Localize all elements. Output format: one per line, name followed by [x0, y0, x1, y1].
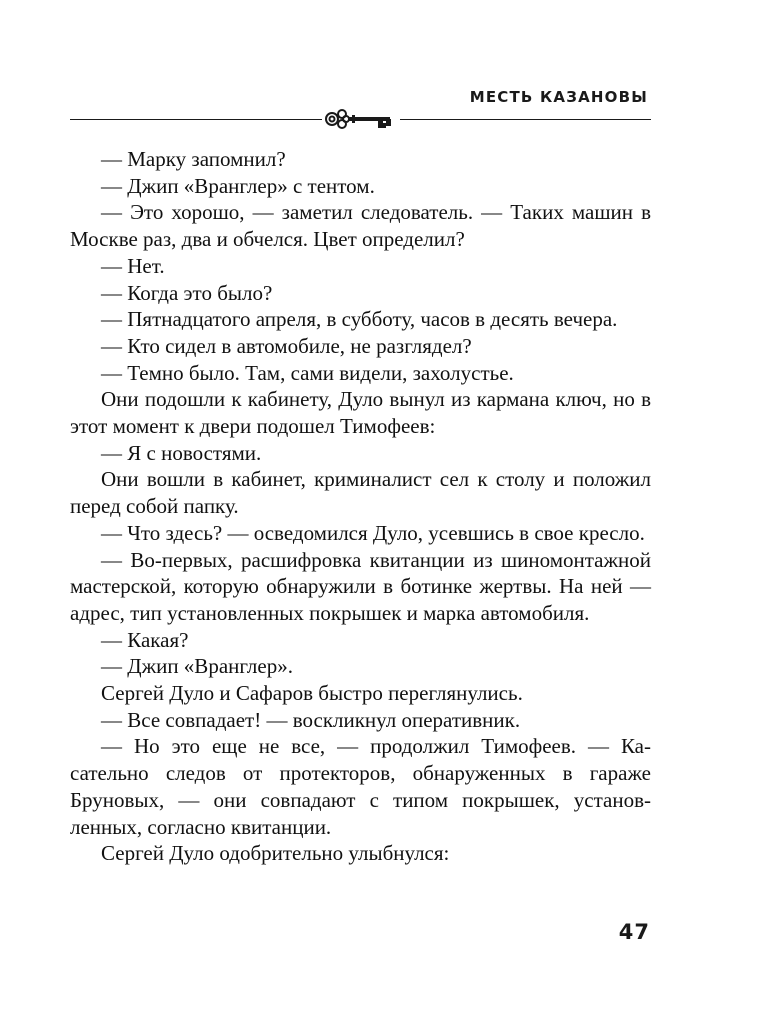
paragraph: — Что здесь? — осведомился Дуло, усевшись в свое кресло. [101, 520, 645, 545]
paragraph: — Джип «Вранглер». [101, 654, 293, 679]
paragraph: Сергей Дуло и Сафаров быстро переглянулись. [101, 681, 523, 706]
paragraph: — Все совпадает! — воскликнул оперативник. [101, 707, 521, 732]
body-text [70, 146, 651, 867]
paragraph: — Марку запомнил? [101, 147, 286, 171]
paragraph: — Нет. [101, 253, 165, 278]
paragraph: — Пятнадцатого апреля, в субботу, часов в десять вечера. [101, 307, 618, 332]
page-number: 47 [618, 920, 650, 944]
key-icon [322, 107, 400, 131]
paragraph: — Какая? [101, 627, 189, 652]
paragraph: — Это хорошо, — заметил следователь. — Таких машин в Москве раз, два и обчелся. Цвет определил? [70, 200, 651, 252]
paragraph: — Кто сидел в автомобиле, не разглядел? [101, 333, 472, 358]
paragraph: — Во-первых, расшифровка квитанции из шиномонтажной мастерской, которую обнаружили в ботинке жертвы. На ней — адрес, тип установленных покрышек и марка автомобиля. [70, 547, 651, 625]
paragraph: Они подошли к кабинету, Дуло вынул из кармана ключ, но в этот момент к двери подошел Тимофеев: [70, 387, 651, 439]
paragraph: — Но это еще не все, — продолжил Тимофеев. — Касательно следов от протекторов, обнаруженных в гараже Бруновых, — они совпадают с типом покрышек, установленных, согласно квитанции. [70, 734, 651, 839]
paragraph: — Когда это было? [101, 280, 273, 305]
paragraph: — Я с новостями. [101, 440, 262, 465]
paragraph: Они вошли в кабинет, криминалист сел к столу и положил перед собой папку. [70, 467, 651, 519]
running-head: МЕСТЬ КАЗАНОВЫ [469, 88, 648, 106]
paragraph: — Джип «Вранглер» с тентом. [101, 173, 375, 198]
paragraph: — Темно было. Там, сами видели, захолустье. [101, 360, 514, 385]
paragraph: Сергей Дуло одобрительно улыбнулся: [101, 841, 450, 866]
key-ornament [322, 107, 400, 131]
